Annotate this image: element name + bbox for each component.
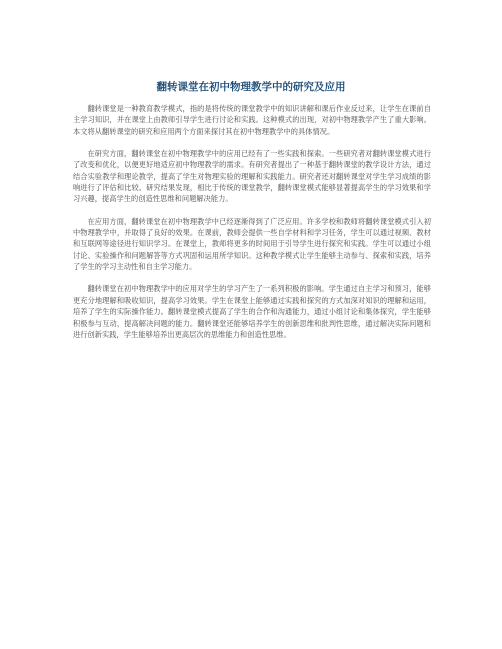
paragraph-intro: 翻转课堂是一种教育教学模式，指的是将传统的课堂教学中的知识讲解和课后作业反过来，让学生在课前自主学习知识，并在课堂上由教师引导学生进行讨论和实践。这种模式的出现，对初中物理教学产生了重大影响。本文将从翻转课堂的研究和应用两个方面来探讨其在初中物理教学中的具体情况。 [73,104,431,136]
paragraph-application: 在应用方面，翻转课堂在初中物理教学中已经逐渐得到了广泛应用。许多学校和教师将翻转课堂模式引入初中物理教学中，并取得了良好的效果。在课前，教师会提供一些自学材料和学习任务，学生可以通过视频、教材和互联网等途径进行知识学习。在课堂上，教师将更多的时间用于引导学生进行探究和实践。学生可以通过小组讨论、实验操作和问题解答等方式巩固和运用所学知识。这种教学模式让学生能够主动参与、探索和实践，培养了学生的学习主动性和自主学习能力。 [73,216,431,272]
paragraph-impact: 翻转课堂在初中物理教学中的应用对学生的学习产生了一系列积极的影响。学生通过自主学习和预习，能够更充分地理解和吸收知识，提高学习效果。学生在课堂上能够通过实践和探究的方式加深对知识的理解和运用，培养了学生的实际操作能力。翻转课堂模式提高了学生的合作和沟通能力，通过小组讨论和集体探究，学生能够积极参与互动，提高解决问题的能力。翻转课堂还能够培养学生的创新思维和批判性思维，通过解决实际问题和进行创新实践，学生能够培养出更高层次的思维能力和创造性思维。 [73,284,431,339]
document-body [73,103,431,351]
paragraph-research: 在研究方面，翻转课堂在初中物理教学中的应用已经有了一些实践和探索。一些研究者对翻转课堂模式进行了改变和优化，以便更好地适应初中物理教学的需求。有研究者提出了一种基于翻转课堂的教学设计方法，通过结合实验教学和理论教学，提高了学生对物理实验的理解和实践能力。研究者还对翻转课堂对学生学习成绩的影响进行了评估和比较。研究结果发现，相比于传统的课堂教学，翻转课堂模式能够显著提高学生的学习效果和学习兴趣，提高学生的创造性思维和问题解决能力。 [73,149,431,204]
document-title: 翻转课堂在初中物理教学中的研究及应用 [156,81,346,93]
